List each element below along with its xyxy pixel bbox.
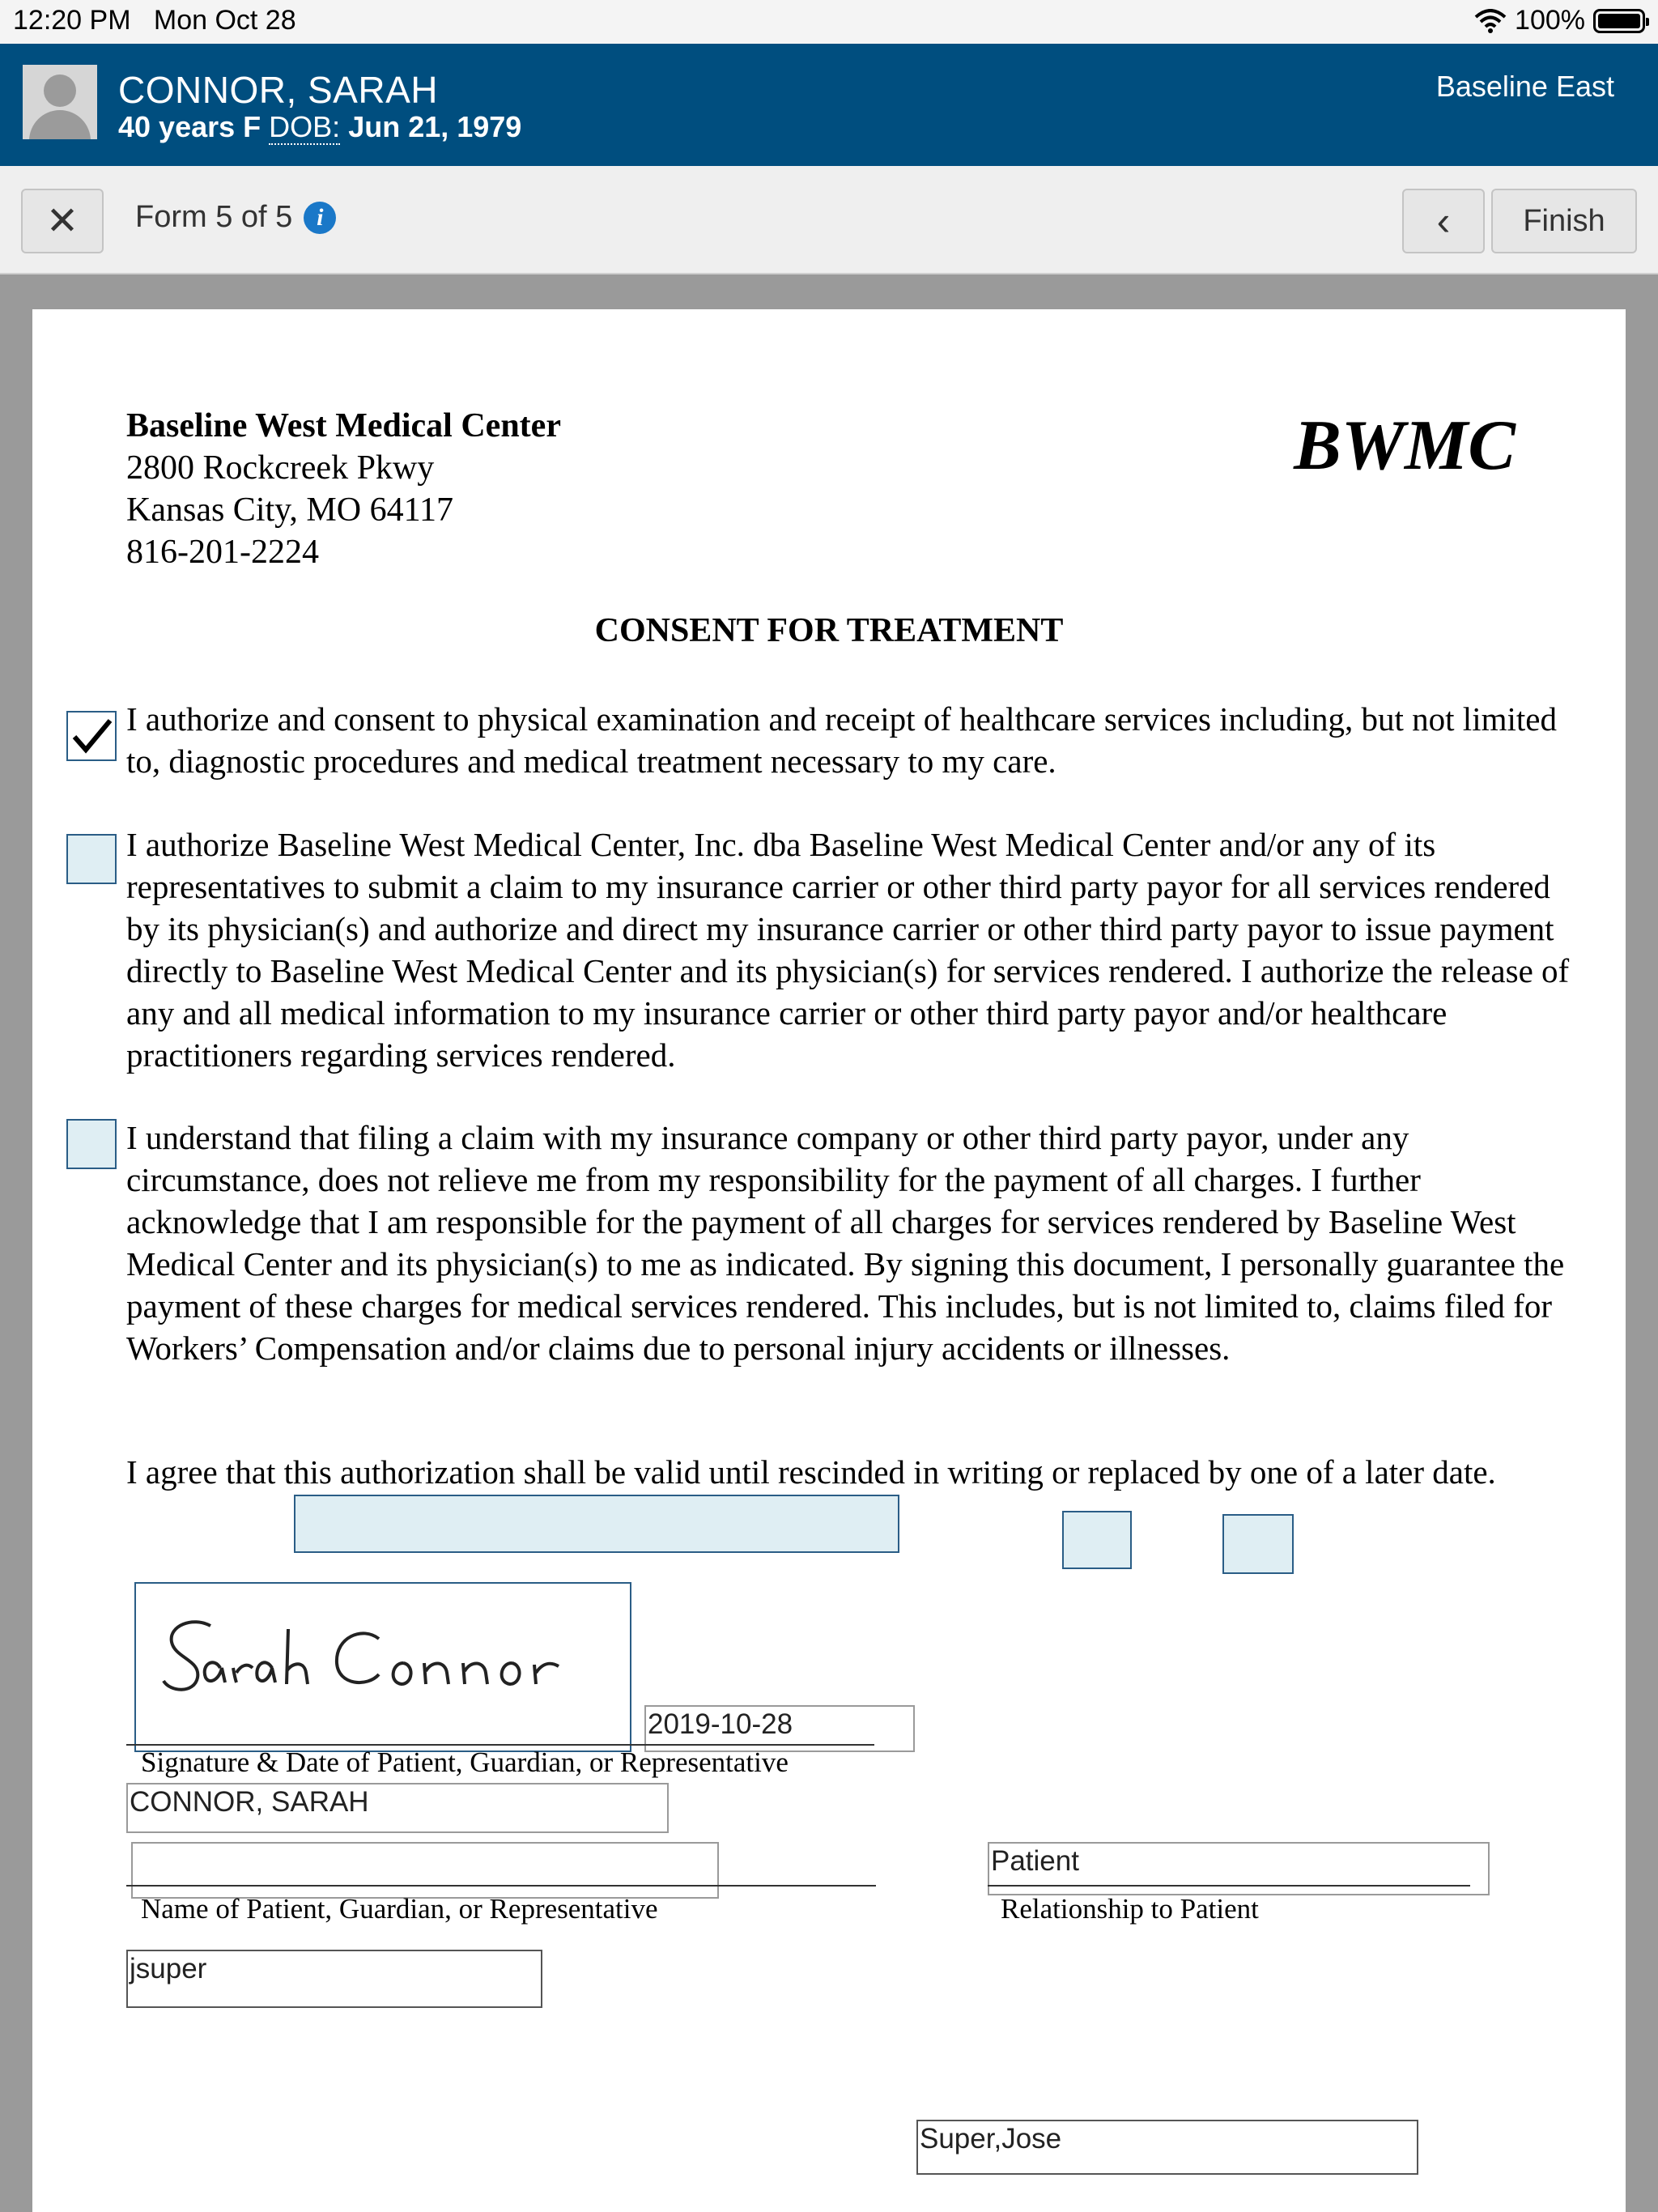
signature-line: [126, 1744, 874, 1746]
staff-name-field[interactable]: Super,Jose: [916, 2120, 1418, 2175]
battery-percent: 100%: [1515, 5, 1585, 36]
info-icon[interactable]: i: [304, 202, 336, 234]
relationship-line: [988, 1885, 1470, 1887]
initials-box-2[interactable]: [1222, 1514, 1294, 1574]
user-id-field[interactable]: jsuper: [126, 1950, 542, 2008]
patient-info: [118, 110, 521, 144]
chevron-left-icon: ‹: [1436, 198, 1451, 244]
date-input[interactable]: [294, 1495, 899, 1553]
patient-age-sex: 40 years F: [118, 110, 261, 143]
form-progress: [135, 200, 336, 235]
address-line2: Kansas City, MO 64117: [126, 491, 454, 529]
form-progress-text: Form 5 of 5: [135, 200, 293, 234]
name-line: [126, 1885, 876, 1887]
status-bar: [0, 0, 1658, 44]
representative-name-field[interactable]: [131, 1842, 719, 1899]
org-name: Baseline West Medical Center: [126, 407, 561, 445]
signature-pad[interactable]: [134, 1582, 631, 1752]
patient-name-field[interactable]: CONNOR, SARAH: [126, 1783, 669, 1833]
avatar: [23, 65, 97, 139]
status-right: [1474, 5, 1645, 36]
relationship-field[interactable]: Patient: [988, 1842, 1490, 1895]
patient-name: CONNOR, SARAH: [118, 69, 438, 111]
checkmark-icon: [68, 713, 115, 759]
consent-text-financial: I understand that filing a claim with my insurance company or other third party payor, under any circumstance, does not relieve me from my responsibility for the payment of all charges. I further acknowledge that I am responsible for the payment of all charges for services rendered by Baseline West Medical Center and its physician(s) to me as indicated. By signing this document, I personally guarantee the payment of these charges for medical services rendered. This includes, but is not limited to, claims filed for Workers’ Compensation and/or claims due to personal injury accidents or illnesses.: [126, 1119, 1565, 1367]
consent-checkbox-treatment[interactable]: [66, 711, 117, 761]
consent-text-treatment: I authorize and consent to physical examination and receipt of healthcare services including, but not limited to, diagnostic procedures and medical treatment necessary to my care.: [126, 700, 1557, 780]
dob-label[interactable]: DOB:: [269, 110, 341, 143]
date-text: Mon Oct 28: [153, 5, 296, 36]
wifi-icon: [1474, 9, 1507, 33]
signature-image: [136, 1584, 630, 1750]
form-toolbar: [0, 166, 1658, 274]
close-button[interactable]: [21, 189, 104, 253]
org-logo: BWMC: [1294, 406, 1516, 485]
initials-box-1[interactable]: [1062, 1511, 1132, 1569]
name-caption: Name of Patient, Guardian, or Representative: [141, 1893, 658, 1925]
relationship-caption: Relationship to Patient: [1001, 1893, 1259, 1925]
finish-button[interactable]: Finish: [1491, 189, 1637, 253]
consent-checkbox-financial[interactable]: [66, 1119, 117, 1169]
address-line1: 2800 Rockcreek Pkwy: [126, 449, 435, 487]
org-header: [126, 405, 561, 573]
back-button[interactable]: [1402, 189, 1485, 253]
status-time: [13, 5, 296, 36]
signature-caption: Signature & Date of Patient, Guardian, or Representative: [141, 1746, 789, 1778]
close-icon: ✕: [45, 200, 79, 243]
org-phone: 816-201-2224: [126, 534, 319, 571]
consent-form-page: [32, 309, 1626, 2212]
battery-icon: [1593, 9, 1645, 33]
time-text: 12:20 PM: [13, 5, 131, 36]
patient-dob: Jun 21, 1979: [348, 110, 522, 143]
agreement-text: I agree that this authorization shall be valid until rescinded in writing or replaced by one of a later date.: [126, 1453, 1496, 1491]
form-title: CONSENT FOR TREATMENT: [594, 612, 1064, 649]
consent-text-insurance: I authorize Baseline West Medical Center, Inc. dba Baseline West Medical Center and/or any of its representatives to submit a claim to my insurance carrier or other third party payor for all services rendered by its physician(s) and authorize and direct my insurance carrier or other third party payor to issue payment directly to Baseline West Medical Center and its physician(s) for services rendered. I authorize the release of any and all medical information to my insurance carrier or other third party payor and/or healthcare practitioners regarding services rendered.: [126, 826, 1570, 1074]
consent-checkbox-insurance[interactable]: [66, 834, 117, 884]
patient-banner: [0, 44, 1658, 166]
signature-date-field[interactable]: 2019-10-28: [644, 1705, 915, 1752]
location-label: Baseline East: [1435, 70, 1614, 103]
